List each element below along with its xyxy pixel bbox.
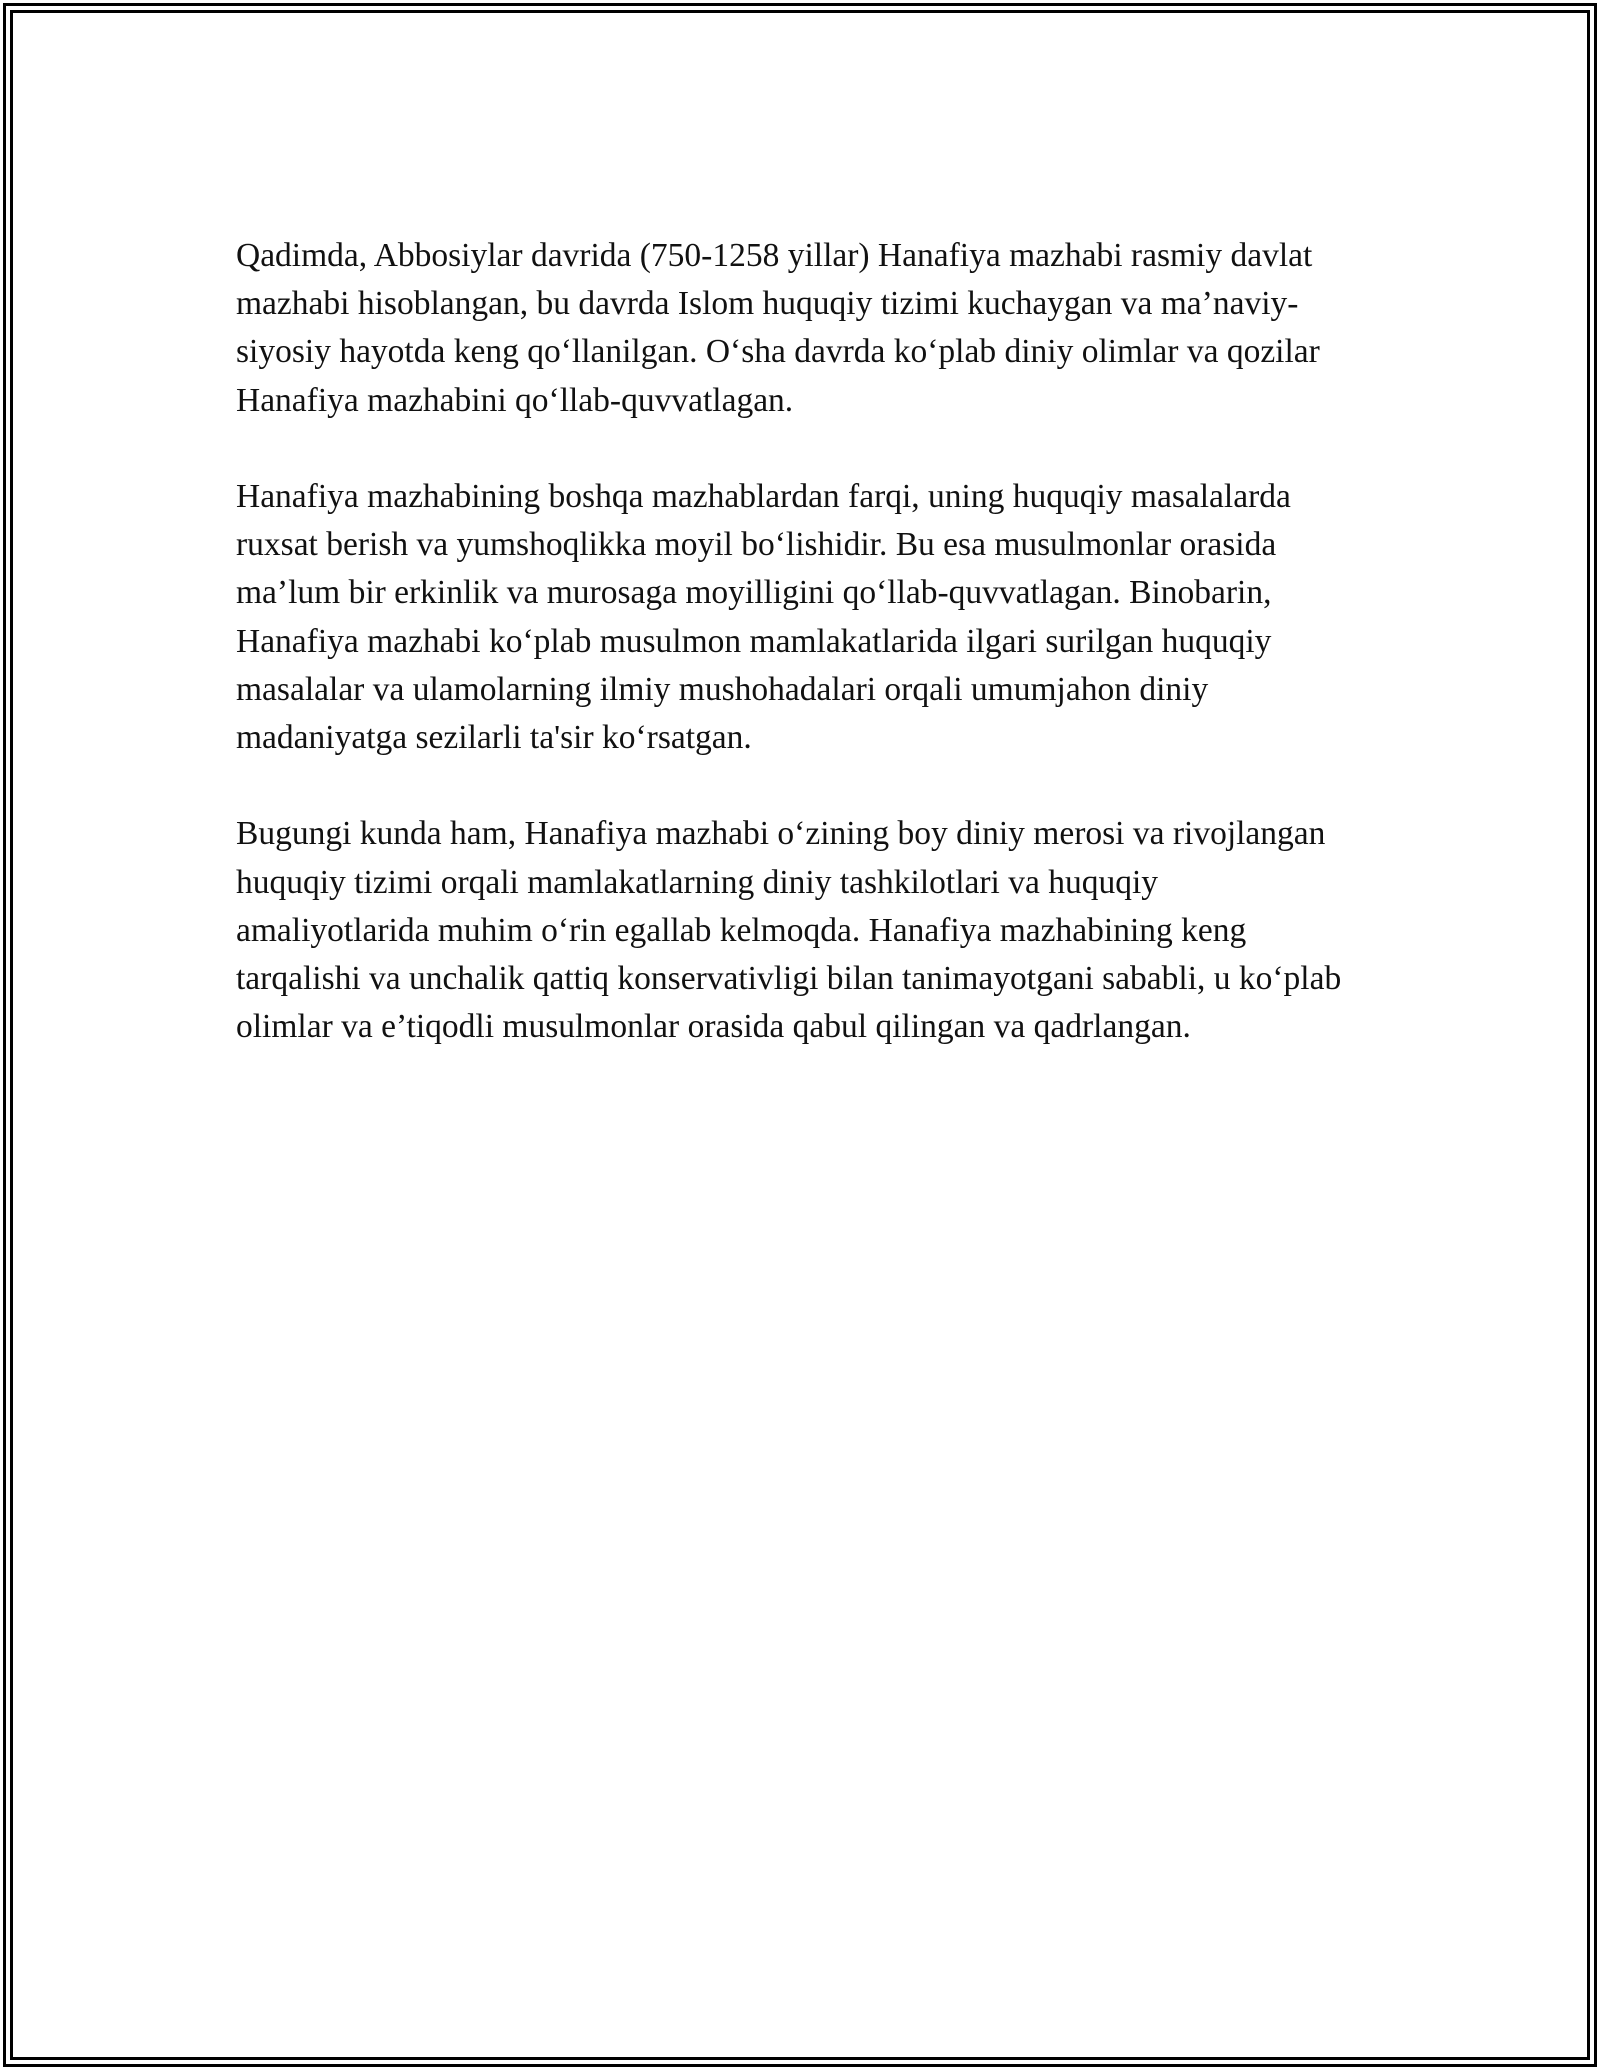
paragraph-2: Hanafiya mazhabining boshqa mazhablardan farqi, uning huquqiy masalalarda ruxsat berish va yumshoqlikka moyil bo‘lishidir. Bu esa musulmonlar orasida ma’lum bir erkinlik va murosaga moyilligini qo‘llab-quvvatlagan. Binobarin, Hanafiya mazhabi ko‘plab musulmon mamlakatlarida ilgari surilgan huquqiy masalalar va ulamolarning ilmiy mushohadalari orqali umumjahon diniy madaniyatga sezilarli ta'sir ko‘rsatgan. [236, 478, 1291, 757]
document-body [236, 232, 1356, 1100]
paragraph-3: Bugungi kunda ham, Hanafiya mazhabi o‘zining boy diniy merosi va rivojlangan huquqiy tizimi orqali mamlakatlarning diniy tashkilotlari va huquqiy amaliyotlarida muhim o‘rin egallab kelmoqda. Hanafiya mazhabining keng tarqalishi va unchalik qattiq konservativligi bilan tanimayotgani sababli, u ko‘plab olimlar va e’tiqodli musulmonlar orasida qabul qilingan va qadrlangan. [236, 815, 1342, 1046]
paragraph-1: Qadimda, Abbosiylar davrida (750-1258 yillar) Hanafiya mazhabi rasmiy davlat mazhabi hisoblangan, bu davrda Islom huquqiy tizimi kuchaygan va ma’naviy-siyosiy hayotda keng qo‘llanilgan. O‘sha davrda ko‘plab diniy olimlar va qozilar Hanafiya mazhabini qo‘llab-quvvatlagan. [236, 237, 1320, 419]
